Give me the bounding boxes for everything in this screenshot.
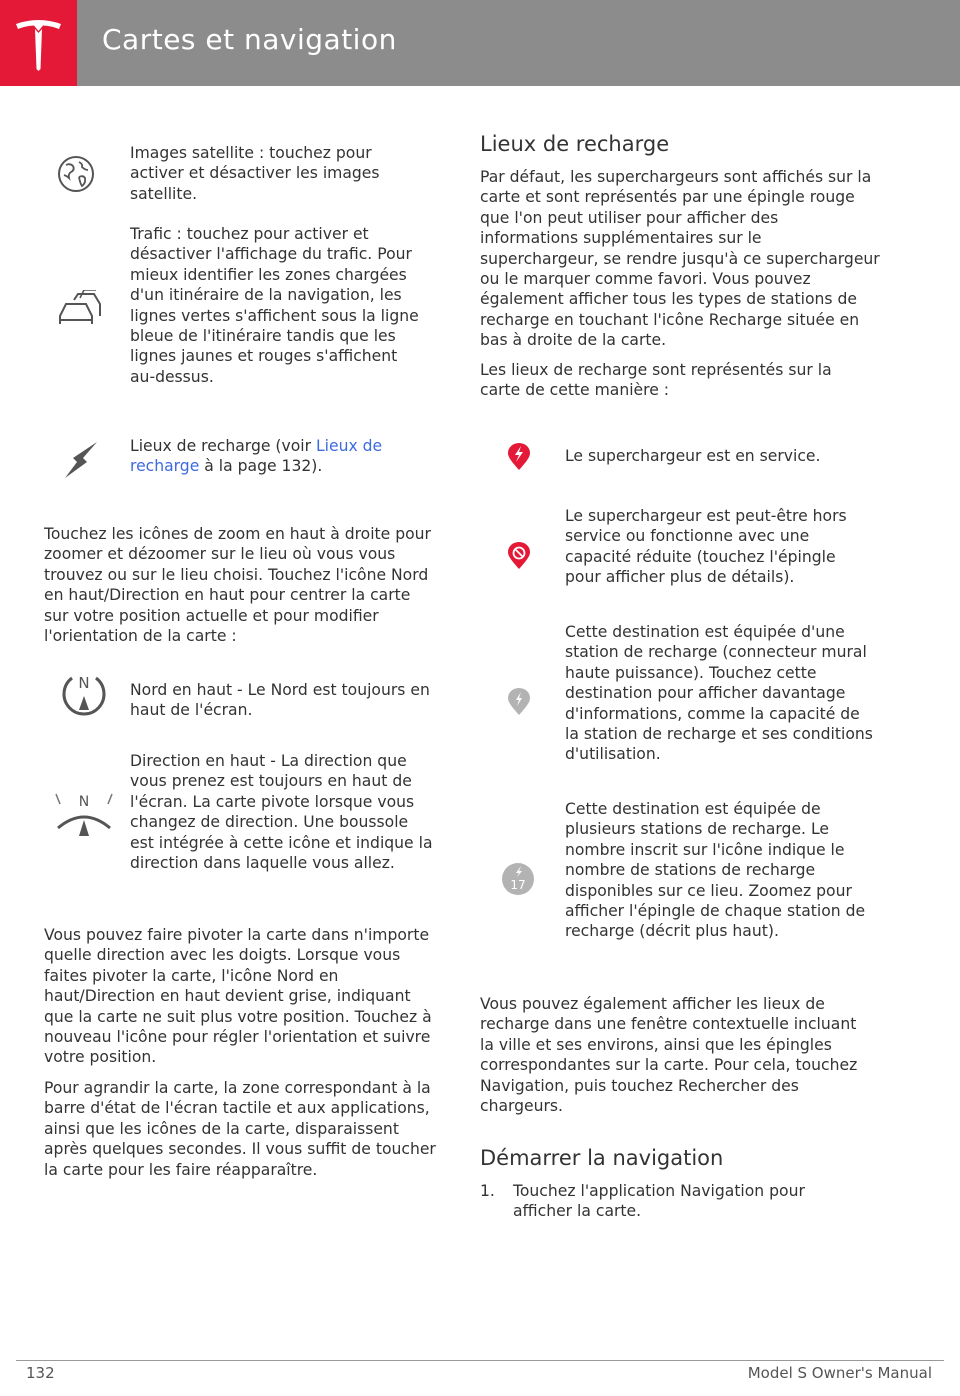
popup-paragraph: Vous pouvez également afficher les lieux de recharge dans une fenêtre contextuelle incluant la ville et ses environs, ainsi que les épingles correspondantes sur la carte. Pour cela, touchez Navigation, puis touchez Rechercher des chargeurs. (480, 995, 858, 1116)
page-title: Cartes et navigation (102, 23, 397, 56)
manual-title: Model S Owner's Manual (747, 1364, 932, 1382)
page-number: 132 (26, 1364, 55, 1382)
charging-text-before: Lieux de recharge (voir (130, 437, 316, 455)
supercharger-warning-pin-icon (507, 542, 531, 575)
tesla-logo (0, 0, 77, 86)
svg-text:N: N (78, 674, 90, 692)
cluster-count-badge: 17 (510, 878, 526, 892)
default-paragraph: Par défaut, les superchargeurs sont affichés sur la carte et sont représentés par une épingle rouge que l'on peut utiliser pour afficher des informations supplémentaires sur le superchargeur, se rendre jusqu'à ce superchargeur ou le marquer comme favori. Vous pouvez également afficher tous les types de stations de recharge en touchant l'icône Recharge située en bas à droite de la carte. (480, 168, 880, 350)
lightning-icon (63, 440, 99, 485)
traffic-cars-icon (56, 290, 104, 337)
tesla-logo-icon (14, 17, 63, 71)
heading-up-description: Direction en haut - La direction que vous prenez est toujours en haut de l'écran. La carte pivote lorsque vous changez de direction. Une boussole est intégrée à cette icône et indique la direction dans laquelle vous allez. (130, 752, 433, 873)
start-navigation-heading: Démarrer la navigation (480, 1146, 724, 1170)
svg-text:N: N (78, 794, 90, 810)
cluster-description: Cette destination est équipée de plusieurs stations de recharge. Le nombre inscrit sur l'icône indique le nombre de stations de recharge disponibles sur ce lieu. Zoomez pour afficher l'épingle de chaque station de recharge (décrit plus haut). (565, 800, 866, 941)
rotate-paragraph: Vous pouvez faire pivoter la carte dans n'importe quelle direction avec les doigts. Lorsque vous faites pivoter la carte, l'icône Nord en haut/Direction en haut devient grise, indiquant que la carte ne suit plus votre position. Touchez à nouveau l'icône pour régler l'orientation et suivre votre position. (44, 926, 432, 1067)
zoom-paragraph: Touchez les icônes de zoom en haut à droite pour zoomer et dézoomer sur le lieu où vous vous trouvez ou sur le lieu choisi. Touchez l'icône Nord en haut/Direction en haut pour centrer la carte sur votre position actuelle et pour modifier l'orientation de la carte : (44, 525, 431, 646)
destination-description: Cette destination est équipée d'une station de recharge (connecteur mural haute puissance). Touchez cette destination pour afficher davantage d'informations, comme la capacité de la station de recharge et ses conditions d'utilisation. (565, 623, 873, 764)
globe-icon (55, 153, 97, 200)
represented-paragraph: Les lieux de recharge sont représentés sur la carte de cette manière : (480, 361, 832, 400)
satellite-description: Images satellite : touchez pour activer et désactiver les images satellite. (130, 144, 380, 203)
charging-locations-heading: Lieux de recharge (480, 132, 670, 156)
step-text: Touchez l'application Navigation pour afficher la carte. (513, 1182, 805, 1221)
charging-locations-description (130, 436, 430, 477)
north-up-description: Nord en haut - Le Nord est toujours en haut de l'écran. (130, 681, 430, 720)
footer-divider (16, 1360, 944, 1361)
supercharger-pin-icon (507, 443, 531, 476)
charging-text-after: à la page 132). (199, 457, 323, 476)
charging-locations-link[interactable]: Lieux de recharge (130, 437, 383, 476)
step-number: 1. (480, 1182, 495, 1200)
traffic-description: Trafic : touchez pour activer et désactiver l'affichage du trafic. Pour mieux identifier les zones chargées d'un itinéraire de la navigation, les lignes vertes s'affichent sous la ligne bleue de l'itinéraire tandis que les lignes jaunes et rouges s'affichent au-dessus. (130, 225, 419, 386)
page-header (0, 0, 960, 86)
destination-pin-icon (507, 688, 531, 721)
enlarge-paragraph: Pour agrandir la carte, la zone correspondant à la barre d'état de l'écran tactile et aux applications, ainsi que les icônes de la carte, disparaissent après quelques secondes. Il vous suffit de toucher la carte pour les faire réapparaître. (44, 1079, 436, 1179)
supercharger-warning-description: Le superchargeur est peut-être hors service ou fonctionne avec une capacité réduite (touchez l'épingle pour afficher plus de détails). (565, 507, 847, 587)
heading-up-icon (52, 790, 116, 855)
supercharger-pin-description: Le superchargeur est en service. (565, 447, 821, 465)
north-up-icon (60, 670, 108, 729)
